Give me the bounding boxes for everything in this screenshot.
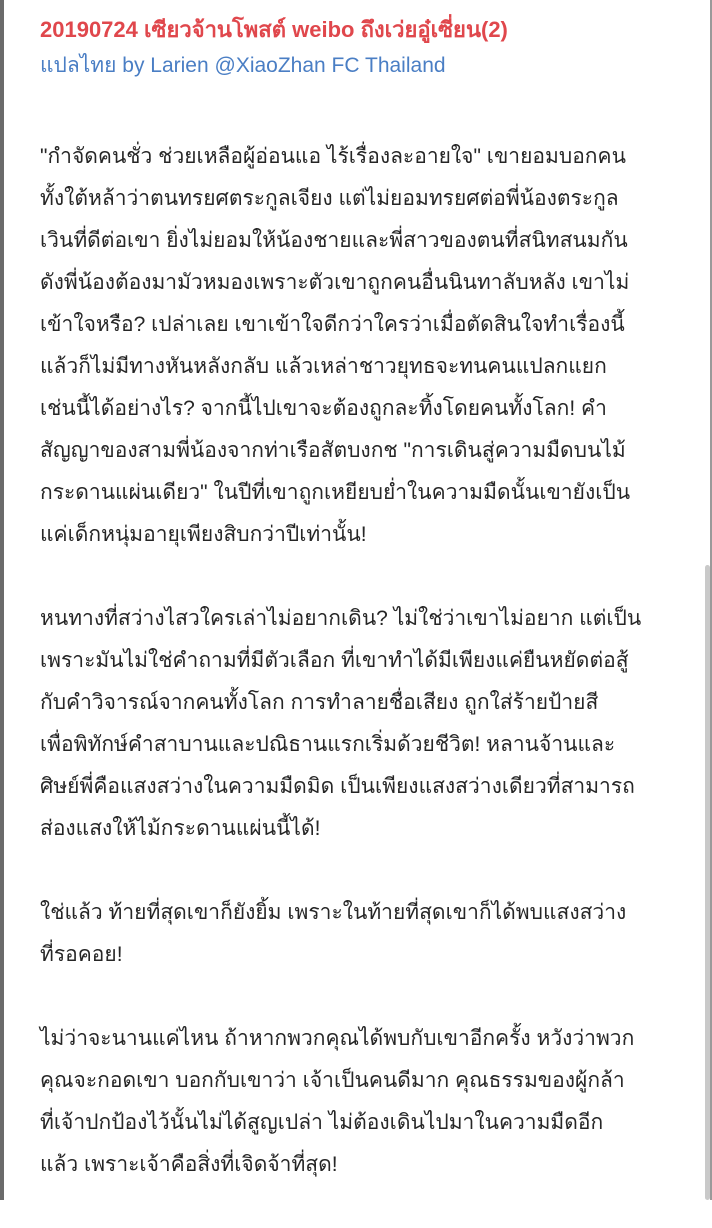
paragraph-line: แล้ว เพราะเจ้าคือสิ่งที่เจิดจ้าที่สุด! xyxy=(40,1153,338,1176)
paragraph-line: เพื่อพิทักษ์คำสาบานและปณิธานแรกเริ่มด้วยชีวิต! หลานจ้านและ xyxy=(40,733,616,756)
paragraph-line: แค่เด็กหนุ่มอายุเพียงสิบกว่าปีเท่านั้น! xyxy=(40,523,367,546)
paragraph-line: ไม่ว่าจะนานแค่ไหน ถ้าหากพวกคุณได้พบกับเขาอีกครั้ง หวังว่าพวก xyxy=(40,1027,635,1050)
paragraph-line: กับคำวิจารณ์จากคนทั้งโลก การทำลายชื่อเสียง ถูกใส่ร้ายป้ายสี xyxy=(40,691,599,714)
paragraph-line: ที่รอคอย! xyxy=(40,943,123,966)
post-content xyxy=(40,12,680,1228)
paragraph-line: ดังพี่น้องต้องมามัวหมองเพราะตัวเขาถูกคนอื่นนินทาลับหลัง เขาไม่ xyxy=(40,271,630,294)
paragraph xyxy=(40,136,680,556)
paragraph-line: หนทางที่สว่างไสวใครเล่าไม่อยากเดิน? ไม่ใช่ว่าเขาไม่อยาก แต่เป็น xyxy=(40,607,642,630)
paragraph-line: คุณจะกอดเขา บอกกับเขาว่า เจ้าเป็นคนดีมาก คุณธรรมของผู้กล้า xyxy=(40,1069,625,1092)
paragraph-line: ศิษย์พี่คือแสงสว่างในความมืดมิด เป็นเพียงแสงสว่างเดียวที่สามารถ xyxy=(40,775,635,798)
paragraph-line: แล้วก็ไม่มีทางหันหลังกลับ แล้วเหล่าชาวยุทธจะทนคนแปลกแยก xyxy=(40,355,607,378)
paragraph xyxy=(40,1018,680,1186)
paragraph-line: เพราะมันไม่ใช่คำถามที่มีตัวเลือก ที่เขาทำได้มีเพียงแค่ยืนหยัดต่อสู้ xyxy=(40,649,629,672)
paragraph-line: เวินที่ดีต่อเขา ยิ่งไม่ยอมให้น้องชายและพี่สาวของตนที่สนิทสนมกัน xyxy=(40,229,628,252)
post-body xyxy=(40,136,680,1186)
paragraph-line: ที่เจ้าปกป้องไว้นั้นไม่ได้สูญเปล่า ไม่ต้องเดินไปมาในความมืดอีก xyxy=(40,1111,604,1134)
paragraph-line: ใช่แล้ว ท้ายที่สุดเขาก็ยังยิ้ม เพราะในท้ายที่สุดเขาก็ได้พบแสงสว่าง xyxy=(40,901,627,924)
translator-credit[interactable]: แปลไทย by Larien @XiaoZhan FC Thailand xyxy=(40,54,446,77)
paragraph-line: เข้าใจหรือ? เปล่าเลย เขาเข้าใจดีกว่าใครว่าเมื่อตัดสินใจทำเรื่องนี้ xyxy=(40,313,625,336)
paragraph-line: ส่องแสงให้ไม้กระดานแผ่นนี้ได้! xyxy=(40,817,321,840)
paragraph xyxy=(40,598,680,850)
header-spacer xyxy=(40,84,680,136)
scrollbar-thumb[interactable] xyxy=(705,565,710,1200)
paragraph-line: สัญญาของสามพี่น้องจากท่าเรือสัตบงกช "การเดินสู่ความมืดบนไม้ xyxy=(40,439,626,462)
paragraph xyxy=(40,892,680,976)
paragraph-line: กระดานแผ่นเดียว" ในปีที่เขาถูกเหยียบย่ำในความมืดนั้นเขายังเป็น xyxy=(40,481,631,504)
left-border xyxy=(0,0,4,1200)
paragraph-line: ทั้งใต้หล้าว่าตนทรยศตระกูลเจียง แต่ไม่ยอมทรยศต่อพี่น้องตระกูล xyxy=(40,187,619,210)
paragraph-line: "กำจัดคนชั่ว ช่วยเหลือผู้อ่อนแอ ไร้เรื่องละอายใจ" เขายอมบอกคน xyxy=(40,145,626,168)
post-title: 20190724 เซียวจ้านโพสต์ weibo ถึงเว่ยอู๋เซี่ยน(2) xyxy=(40,17,508,42)
paragraph-line: เช่นนี้ได้อย่างไร? จากนี้ไปเขาจะต้องถูกละทิ้งโดยคนทั้งโลก! คำ xyxy=(40,397,607,420)
